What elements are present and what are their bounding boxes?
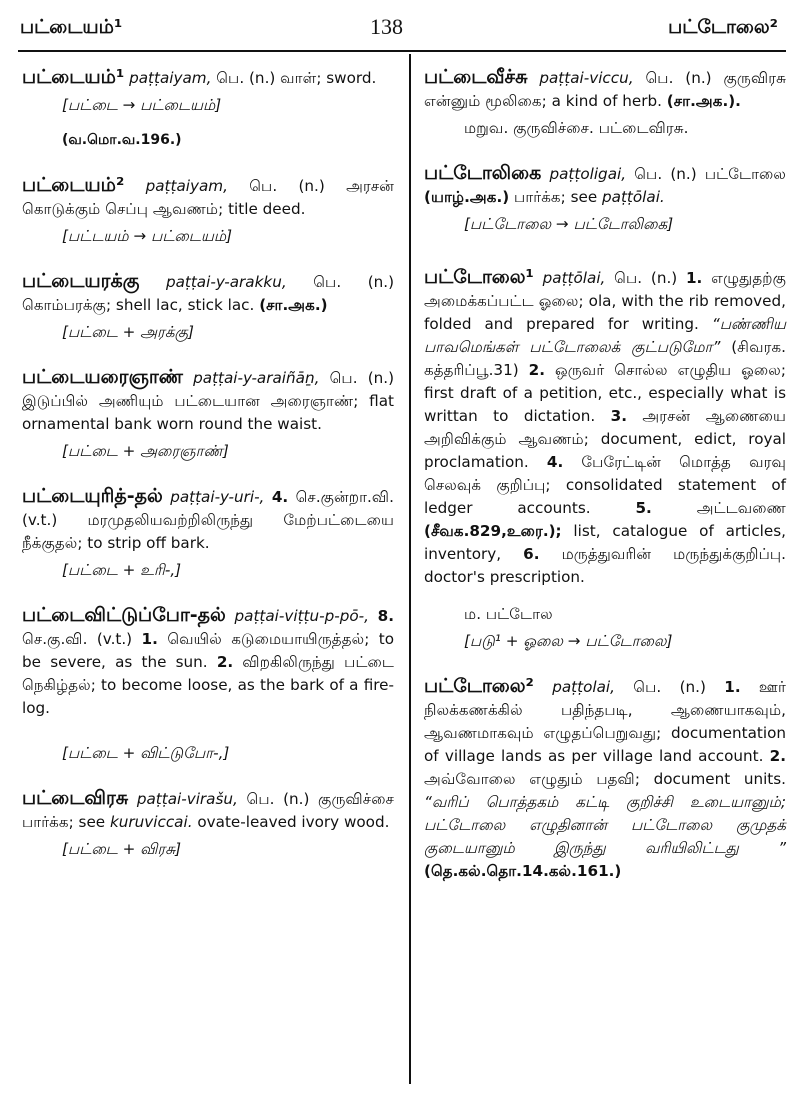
definition: மருத்துவரின் மருந்துக்குறிப்பு. doctor's prescription. <box>424 545 787 586</box>
page-header <box>0 0 800 52</box>
definition: பேரேட்டின் மொத்த வரவு செலவுக் குறிப்பு; consolidated statement of ledger accounts. <box>424 453 786 517</box>
definition: பெ. (n.) வாள்; sword. <box>211 69 377 87</box>
source-ref: (சீவக.829,உரை.); <box>424 522 562 540</box>
definition: வெயில் கடுமையாயிருத்தல்; to be severe, as the sun. <box>22 630 394 671</box>
quotation-source: (தெ.கல்.தொ.14.கல்.161.) <box>424 862 622 880</box>
headword: பட்டோலிகை <box>424 162 542 184</box>
definition: அட்டவணை <box>651 499 786 517</box>
sense-number: 5. <box>635 499 652 517</box>
etymology: [பட்டோலை → பட்டோலிகை] <box>464 215 674 233</box>
definition: பெ. (n.) <box>614 678 725 696</box>
transliteration: paṭṭolai, <box>552 678 615 696</box>
sense-number: 2. <box>769 747 786 765</box>
headword: பட்டையம்² <box>22 174 125 196</box>
column-divider <box>409 54 411 1084</box>
definition: ஒருவர் சொல்ல எழுதிய ஓலை; first draft of a petition, etc., especially what is writtan to dictation. <box>424 361 786 425</box>
transliteration: paṭṭaiyam, <box>129 69 212 87</box>
definition: பெ. (n.) குருவிரசு என்னும் மூலிகை; a kind of herb. <box>424 69 786 110</box>
cross-reference: kuruviccai. <box>109 813 193 831</box>
transliteration: paṭṭaiyam, <box>145 177 228 195</box>
sense-number: 1. <box>724 678 741 696</box>
entry <box>22 66 394 90</box>
etymology: [பட்டயம் → பட்டையம்] <box>62 227 233 245</box>
definition: அரசன் ஆணையை அறிவிக்கும் ஆவணம்; document, edict, royal proclamation. <box>424 407 786 471</box>
source-ref: (சா.அக.) <box>259 296 328 314</box>
sense-number: 1. <box>685 269 703 287</box>
definition: ovate-leaved ivory wood. <box>192 813 390 831</box>
right-column <box>424 66 786 883</box>
header-rule <box>18 50 786 52</box>
sense-number: 2. <box>216 653 234 671</box>
headword: பட்டைவிட்டுப்போ-தல் <box>22 604 226 626</box>
synonyms: மறுவ. குருவிச்சை. பட்டைவிரசு. <box>464 119 689 137</box>
conjugation-number: 4. <box>271 488 289 506</box>
guide-word-right: பட்டோலை² <box>668 16 778 38</box>
page-number: 138 <box>370 14 403 39</box>
definition: செ.கு.வி. (v.t.) <box>22 630 142 648</box>
definition: பெ. (n.) குருவிச்சை பார்க்க; see <box>22 790 394 831</box>
definition: பெ. (n.) இடுப்பில் அணியும் பட்டையான அரைஞாண்; flat ornamental bank worn round the waist. <box>22 369 394 433</box>
entry <box>424 66 786 113</box>
entry <box>22 604 394 720</box>
transliteration: paṭṭai-viṭṭu-p-pō-, <box>234 607 369 625</box>
definition: செ.குன்றா.வி. (v.t.) மரமுதலியவற்றிலிருந்து மேற்பட்டையை நீக்குதல்; to strip off bark. <box>22 488 394 552</box>
etymology: [பட்டை + அரைஞாண்] <box>62 442 229 460</box>
etymology: [பட்டை → பட்டையம்] <box>62 96 222 114</box>
headword: பட்டையம்¹ <box>22 66 125 88</box>
entry <box>22 366 394 436</box>
cognate: ம. பட்டோல <box>464 605 553 623</box>
headword: பட்டைவிரசு <box>22 787 129 809</box>
sense-number: 3. <box>610 407 627 425</box>
definition: பெ. (n.) கொம்பரக்கு; shell lac, stick lac. <box>22 273 394 314</box>
quotation-source: (சிவரக. கத்தரிப்பூ.31) <box>424 338 786 379</box>
definition: விறகிலிருந்து பட்டை நெகிழ்தல்; to become loose, as the bark of a fire-log. <box>22 653 394 717</box>
transliteration: paṭṭai-y-uri-, <box>170 488 265 506</box>
sense-number: 2. <box>528 361 545 379</box>
etymology: [பட்டை + உரி-,] <box>62 561 182 579</box>
headword: பட்டைவீச்சு <box>424 66 528 88</box>
transliteration: paṭṭai-y-arakku, <box>165 273 287 291</box>
transliteration: paṭṭoligai, <box>549 165 627 183</box>
definition: அவ்வோலை எழுதும் பதவி; document units. <box>424 770 786 788</box>
transliteration: paṭṭai-virašu, <box>136 790 238 808</box>
transliteration: paṭṭai-y-araiñāṉ, <box>193 369 320 387</box>
entry <box>424 162 786 209</box>
sense-number: 6. <box>523 545 540 563</box>
quotation: “வரிப் பொத்தகம் கட்டி குறிச்சி உடையானும்; பட்டோலை எழுதினான் பட்டோலை குமுதக் குடையானும் இருந்து வரியிலிட்டது ” <box>424 793 786 857</box>
transliteration: paṭṭōlai, <box>542 269 606 287</box>
entry <box>22 787 394 834</box>
conjugation-number: 8. <box>377 607 394 625</box>
source-ref: (சா.அக.). <box>666 92 741 110</box>
cross-reference: paṭṭōlai. <box>602 188 665 206</box>
entry <box>424 266 786 589</box>
headword: பட்டையுரித்-தல் <box>22 485 163 507</box>
entry <box>22 485 394 555</box>
definition: list, catalogue of articles, inventory, <box>424 522 786 563</box>
definition: பெ. (n.) <box>605 269 686 287</box>
transliteration: paṭṭai-viccu, <box>539 69 634 87</box>
entry <box>22 174 394 221</box>
definition: பெ. (n.) அரசன் கொடுக்கும் செப்பு ஆவணம்; title deed. <box>22 177 394 218</box>
definition: எழுதுதற்கு அமைக்கப்பட்ட ஓலை; ola, with the rib removed, folded and prepared for writing. <box>424 269 786 333</box>
guide-word-left: பட்டையம்¹ <box>20 16 123 38</box>
sense-number: 1. <box>141 630 158 648</box>
left-column <box>22 66 394 873</box>
sense-number: 4. <box>546 453 564 471</box>
etymology: [பட்டை + விட்டுபோ-,] <box>62 744 230 762</box>
etymology: [பட்டை + அரக்கு] <box>62 323 194 341</box>
headword: பட்டையரக்கு <box>22 270 140 292</box>
reference: (வ.மொ.வ.196.) <box>62 132 182 148</box>
entry <box>424 675 786 883</box>
definition: ஊர் நிலக்கணக்கில் பதிந்தபடி, ஆணையாகவும், ஆவணமாகவும் எழுதப்பெறுவது; documentation of village lands as per village land account. <box>424 678 786 765</box>
etymology: [பட்டை + விரசு] <box>62 840 182 858</box>
entry <box>22 270 394 317</box>
etymology: [படு¹ + ஓலை → பட்டோலை] <box>464 632 673 650</box>
headword: பட்டோலை² <box>424 675 534 697</box>
definition: பார்க்க; see <box>509 188 603 206</box>
definition: பெ. (n.) பட்டோலை <box>626 165 786 183</box>
source-ref: (யாழ்.அக.) <box>424 188 510 206</box>
quotation: “பண்ணிய பாவமெங்கள் பட்டோலைக் குட்படுமோ” <box>424 315 786 356</box>
headword: பட்டோலை¹ <box>424 266 534 288</box>
headword: பட்டையரைஞாண் <box>22 366 183 388</box>
